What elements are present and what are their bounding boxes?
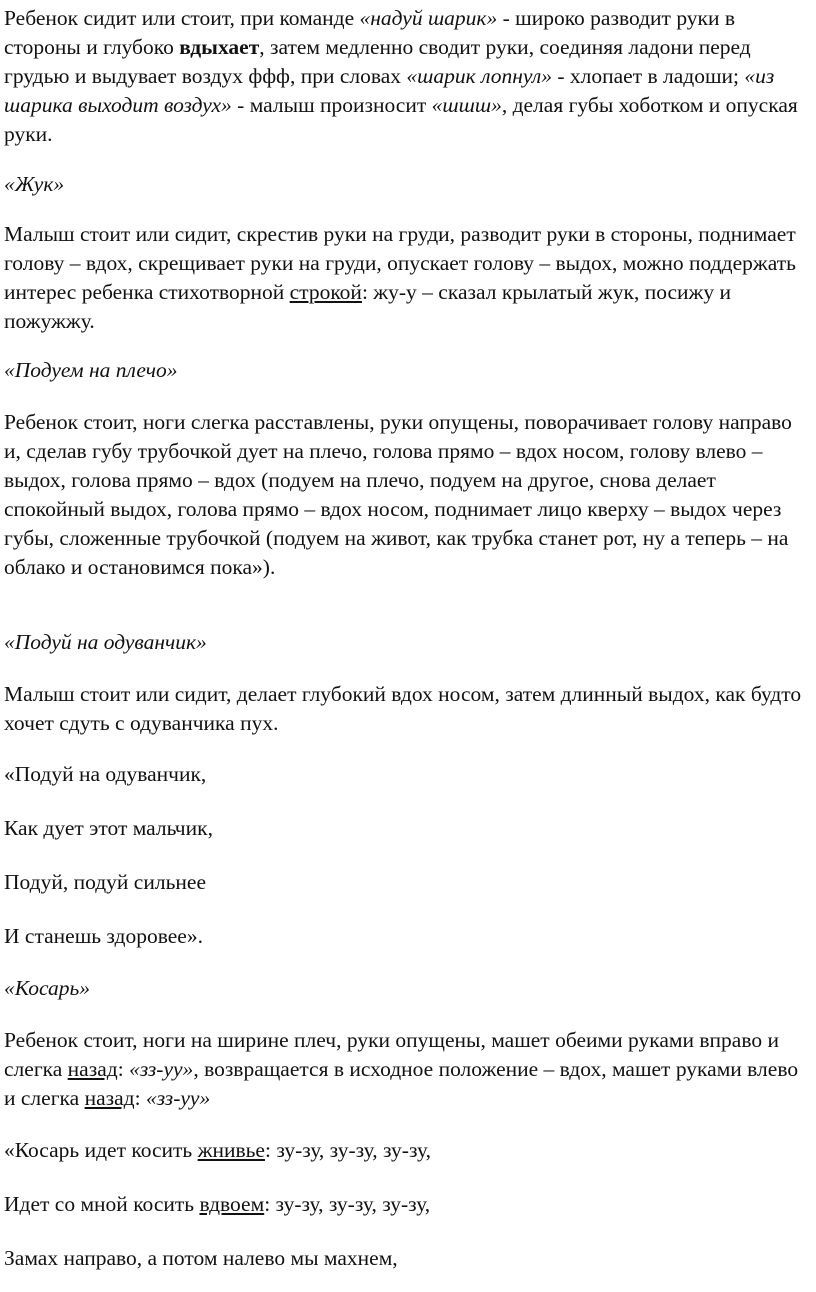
poem-line: Как дует этот мальчик, [4,816,213,840]
paragraph-shoulder: Ребенок стоит, ноги слегка расставлены, руки опущены, поворачивает голову направо и, сделав губу трубочкой дует на плечо, голова прямо – вдох носом, голову влево – выдох, голова прямо – вдох (подуем на плечо, подуем на другое, снова делает спокойный выдох, голова прямо – вдох носом, поднимает лицо кверху – выдох через губы, сложенные трубочкой (подуем на живот, как трубка станет рот, ну а теперь – на облако и остановимся пока»). [4,410,792,579]
text-span: , делая губы хоботком и опуская руки. [4,93,798,146]
text-span: , затем медленно сводит руки, соединяя ладони перед грудью и выдувает воздух ффф, при словах [4,35,751,88]
heading-text: «Косарь» [4,976,90,1000]
poem-line [4,1136,812,1165]
italic-phrase: «зз-уу» [129,1057,194,1081]
italic-phrase: «зз-уу» [145,1086,211,1110]
text-span: - широко разводит руки в стороны и глубоко [4,6,736,59]
heading-mower [4,974,812,1003]
italic-phrase: «из шарика выходит воздух» [4,64,775,117]
heading-text: «Подуй на одуванчик» [4,630,207,654]
bold-word: вдыхает [179,35,260,59]
underlined-word: вдвоем [199,1192,265,1216]
poem-line: Подуй, подуй сильнее [4,870,206,894]
heading-text: «Жук» [4,172,65,196]
underlined-word: назад [67,1057,118,1081]
underlined-word: назад [84,1086,135,1110]
poem-line: «Подуй на одуванчик, [4,762,207,786]
italic-phrase: «надуй шарик» [359,6,498,30]
poem-line [4,1190,812,1219]
text-span: : [117,1057,130,1081]
text-span: Ребенок сидит или стоит, при команде [4,6,360,30]
poem-line: И станешь здоровее». [4,924,203,948]
text-span: - малыш произносит [231,93,432,117]
text-span: : [134,1086,146,1110]
heading-shoulder [4,356,812,385]
text-span: , возвращается в исходное положение – вдох, машет руками влево и слегка [4,1057,799,1110]
italic-phrase: «шшш» [431,93,502,117]
heading-beetle [4,170,812,199]
paragraph-beetle [4,220,812,336]
heading-dandelion [4,628,812,657]
heading-text: «Подуем на плечо» [4,358,178,382]
text-span: - хлопает в ладоши; [551,64,745,88]
underlined-word: строкой [289,280,362,304]
paragraph-balloon [4,4,812,149]
paragraph-dandelion: Малыш стоит или сидит, делает глубокий вдох носом, затем длинный выдох, как будто хочет сдуть с одуванчика пух. [4,682,802,735]
italic-phrase: «шарик лопнул» [406,64,552,88]
text-span: : зу-зу, зу-зу, зу-зу, [264,1192,431,1216]
underlined-word: жнивье [197,1138,265,1162]
paragraph-mower [4,1026,812,1113]
text-span: : зу-зу, зу-зу, зу-зу, [264,1138,431,1162]
text-span: Идет со мной косить [4,1192,200,1216]
text-span: : жу-у – сказал крылатый жук, посижу и пожужжу. [4,280,732,333]
poem-line: Замах направо, а потом налево мы махнем, [4,1246,398,1270]
text-span: «Косарь идет косить [4,1138,198,1162]
text-span: Малыш стоит или сидит, скрестив руки на груди, разводит руки в стороны, поднимает голову – вдох, скрещивает руки на груди, опускает голову – выдох, можно поддержать интерес ребенка стихотворной [4,222,796,304]
text-span: Ребенок стоит, ноги на ширине плеч, руки опущены, машет обеими руками вправо и слегка [4,1028,779,1081]
